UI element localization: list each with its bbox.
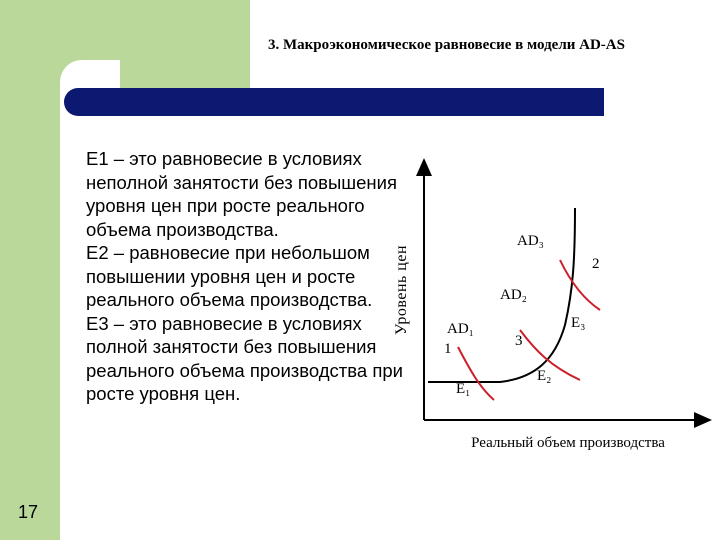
slide-title: 3. Макроэкономическое равновесие в модели AD-AS (268, 37, 625, 53)
segment-2-label: 2 (592, 256, 600, 272)
slide-number: 17 (18, 502, 39, 522)
e3-label: E₃ (571, 315, 586, 331)
segment-3-label: 3 (515, 333, 523, 349)
paragraph-e3: Е3 – это равновесие в условиях полной занятости без повышения реального объема производства при росте уровня цен. (86, 312, 403, 404)
paragraph-e1: Е1 – это равновесие в условиях неполной занятости без повышения уровня цен при росте реального объема производства. (86, 148, 397, 240)
paragraph-e2: Е2 – равновесие при небольшом повышении уровня цен и росте реального объема производства. (86, 242, 373, 310)
segment-1-label: 1 (444, 341, 452, 357)
e1-label: E₁ (456, 381, 471, 397)
x-axis-label: Реальный объем производства (471, 435, 665, 451)
ad3-label: AD₃ (517, 233, 544, 249)
y-axis-label: Уровень цен (393, 244, 410, 336)
e2-label: E₂ (537, 368, 552, 384)
ad2-label: AD₂ (500, 287, 527, 303)
ad1-label: AD₁ (447, 321, 474, 337)
